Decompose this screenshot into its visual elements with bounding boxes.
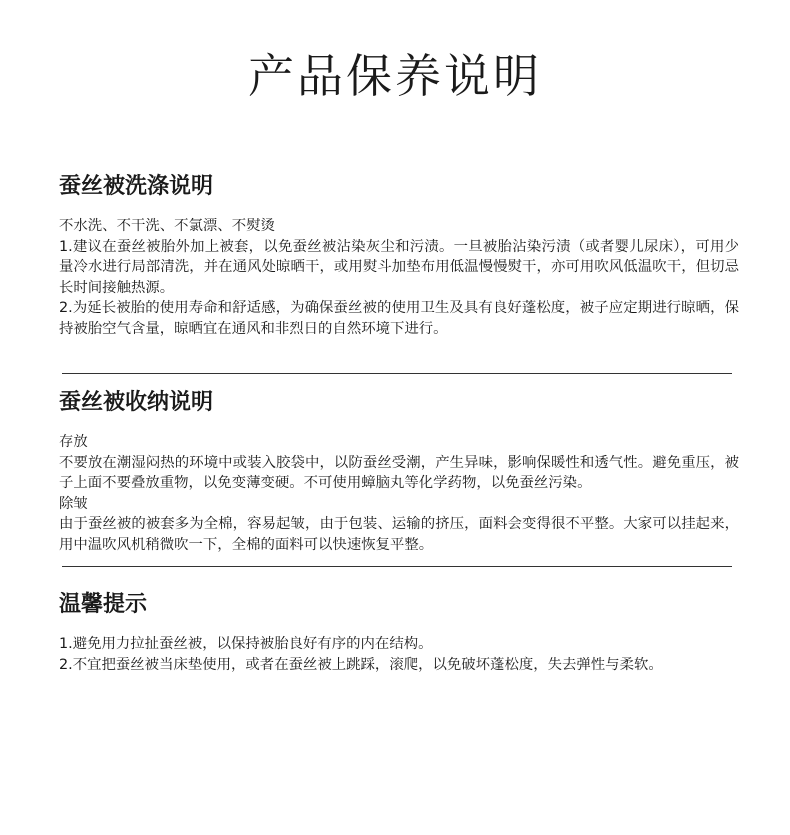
- tips-paragraph: 1.避免用力拉扯蚕丝被，以保持被胎良好有序的内在结构。: [59, 636, 433, 652]
- washing-body: [59, 216, 739, 339]
- washing-paragraph: 不水洗、不干洗、不氯漂、不熨烫: [59, 218, 275, 234]
- washing-paragraph: 1.建议在蚕丝被胎外加上被套，以免蚕丝被沾染灰尘和污渍。一旦被胎沾染污渍（或者婴儿尿床），可用少量冷水进行局部清洗，并在通风处晾晒干，或用熨斗加垫布用低温慢慢熨干，亦可用吹风低温吹干，但切忌长时间接触热源。: [59, 238, 739, 296]
- tips-heading: 温馨提示: [59, 592, 148, 617]
- page-title: 产品保养说明: [248, 49, 542, 103]
- storage-section: [59, 388, 739, 555]
- storage-heading: 蚕丝被收纳说明: [59, 390, 214, 415]
- washing-heading: 蚕丝被洗涤说明: [59, 174, 214, 199]
- storage-paragraph: 不要放在潮湿闷热的环境中或装入胶袋中，以防蚕丝受潮，产生异味，影响保暖性和透气性。避免重压，被子上面不要叠放重物，以免变薄变硬。不可使用蟑脑丸等化学药物，以免蚕丝污染。: [59, 454, 739, 491]
- tips-paragraph: 2.不宜把蚕丝被当床垫使用，或者在蚕丝被上跳踩，滚爬，以免破坏蓬松度，失去弹性与柔软。: [59, 656, 663, 673]
- section-divider: [62, 373, 732, 374]
- storage-subheading: 除皱: [59, 495, 88, 512]
- washing-section: [59, 172, 739, 339]
- washing-paragraph: 2.为延长被胎的使用寿命和舒适感，为确保蚕丝被的使用卫生及具有良好蓬松度，被子应定期进行晾晒，保持被胎空气含量，晾晒宜在通风和非烈日的自然环境下进行。: [59, 300, 739, 337]
- section-divider: [62, 566, 732, 567]
- storage-body: [59, 432, 739, 555]
- storage-subheading: 存放: [59, 434, 88, 450]
- tips-section: [59, 590, 739, 675]
- storage-paragraph: 由于蚕丝被的被套多为全棉，容易起皱，由于包装、运输的挤压，面料会变得很不平整。大家可以挂起来，用中温吹风机稍微吹一下，全棉的面料可以快速恢复平整。: [59, 516, 739, 553]
- tips-body: [59, 634, 739, 675]
